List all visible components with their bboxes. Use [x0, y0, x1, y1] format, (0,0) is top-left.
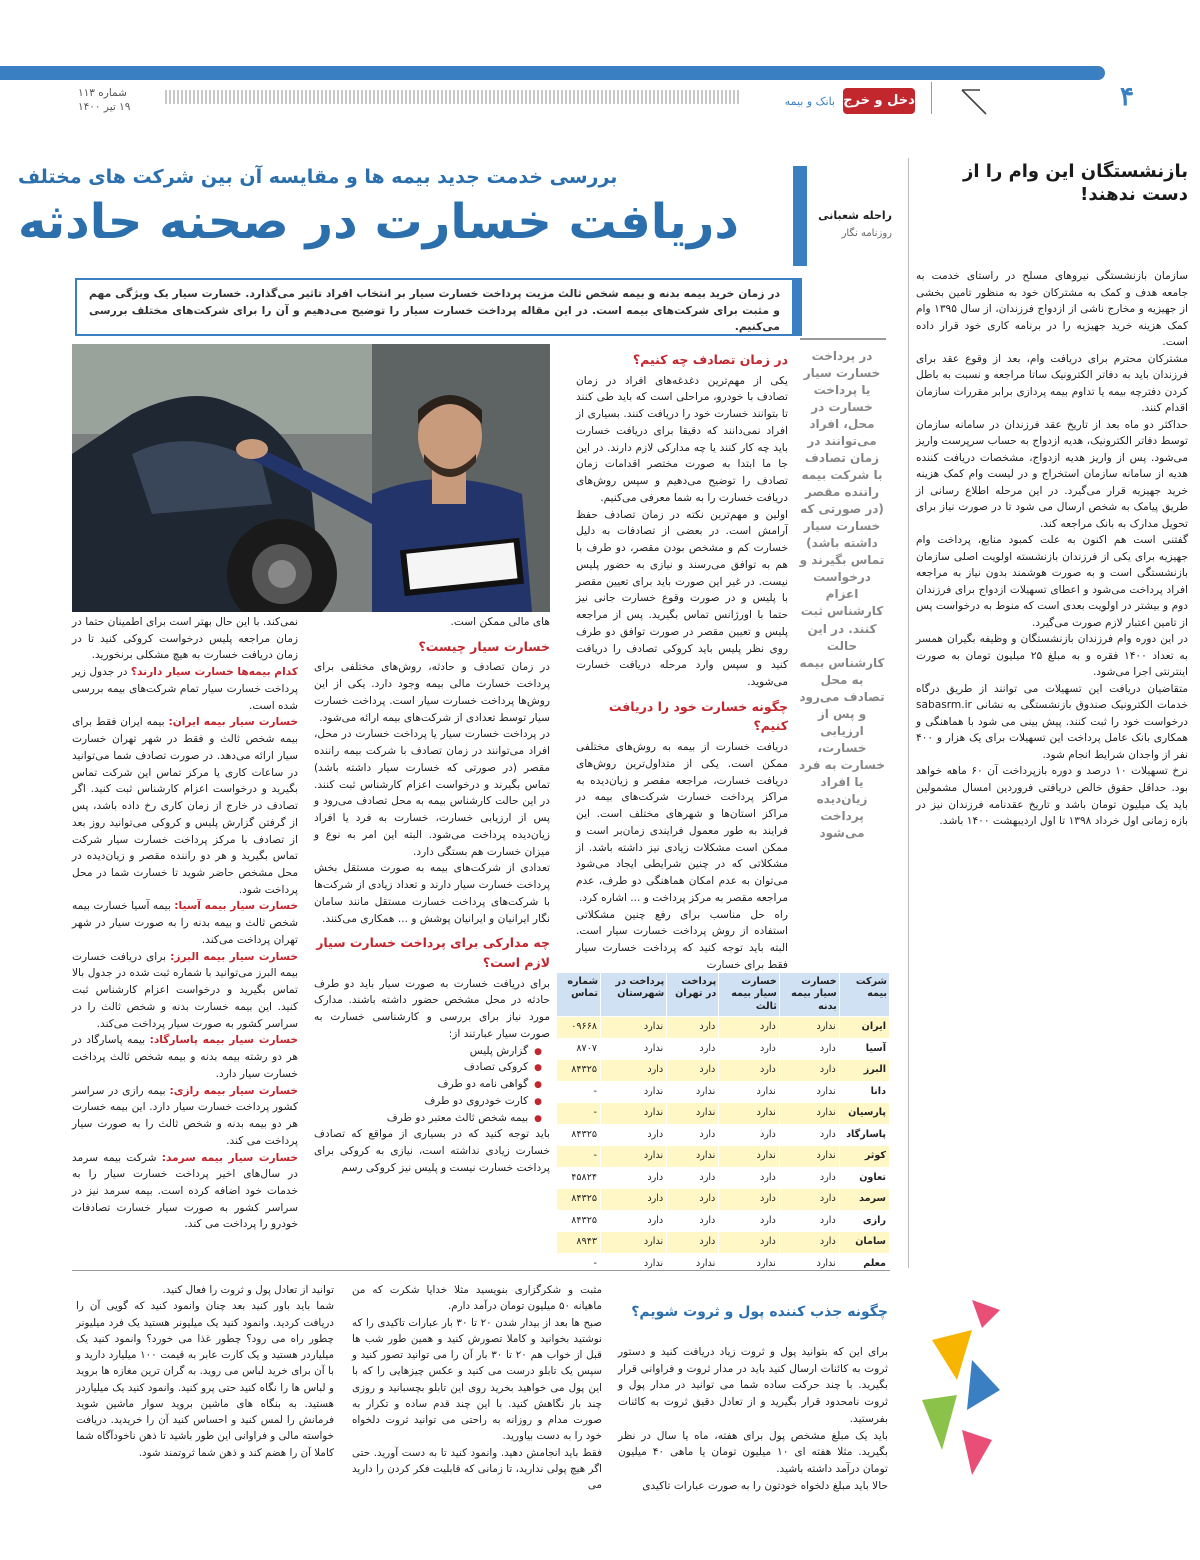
- paragraph: [72, 949, 298, 1033]
- table-cell: ندارد: [601, 1253, 667, 1275]
- table-header-cell: پرداخت در تهران: [667, 973, 719, 1017]
- table-cell: دارد: [719, 1210, 780, 1232]
- table-company-cell: معلم: [839, 1253, 889, 1275]
- paragraph: [72, 1083, 298, 1150]
- table-cell: ۴۵۸۲۴: [557, 1167, 601, 1189]
- section-heading: چه مدارکی برای پرداخت خسارت سیار لازم است؟: [316, 935, 550, 970]
- pull-quote: در پرداخت خسارت سیار یا پرداخت خسارت در محل، افراد می‌توانند در زمان تصادف با شرکت بیمه راننده مقصر (در صورتی که خسارت سیار داشته باشد) تماس بگیرند و درخواست اعزام کارشناس ثبت کنند. در این حالت کارشناس بیمه به محل تصادف می‌رود و پس از ارزیابی خسارت، خسارت به فرد یا افراد زیان‌دیده پرداخت می‌شود: [799, 349, 885, 840]
- table-company-cell: دانا: [839, 1081, 889, 1103]
- table-cell: ندارد: [719, 1081, 780, 1103]
- article-headline: دریافت خسارت در صحنه حادثه: [18, 194, 740, 250]
- article-column-3: [72, 614, 298, 1233]
- table-cell: ندارد: [601, 1017, 667, 1039]
- article-subheadline: بررسی خدمت جدید بیمه ها و مقایسه آن بین شرکت های مختلف: [18, 166, 618, 188]
- paragraph: توانید از تعادل پول و ثروت را فعال کنید.: [162, 1284, 334, 1296]
- decorative-triangles: [912, 1300, 1000, 1480]
- article-column-2: [314, 614, 550, 1177]
- paragraph: دریافت خسارت از بیمه به روش‌های مختلفی ممکن است. یکی از متداول‌ترین روش‌های دریافت خسارت، مراجعه مقصر و زیان‌دیده به مراکز پرداخت خسارت شرکت‌های بیمه در مراکز استان‌ها و شهرهای مختلف است. این فرایند به طور معمول فرایندی زمان‌بر است و ممکن است مشکلات زیادی نیز داشته باشد. از مشکلاتی که در چنین شرایطی ایجاد می‌شود می‌توان به عدم امکان هماهنگی دو طرف، عدم مراجعه مقصر به مرکز پرداخت و ... اشاره کرد.: [576, 741, 788, 904]
- paragraph: راه حل مناسب برای رفع چنین مشکلاتی استفاده از روش پرداخت خسارت سیار است. البته باید توجه کنید که پرداخت خسارت سیار فقط برای خسارت: [576, 908, 788, 971]
- table-cell: ندارد: [779, 1103, 839, 1125]
- table-cell: دارد: [667, 1017, 719, 1039]
- table-cell: دارد: [719, 1124, 780, 1146]
- table-cell: دارد: [779, 1189, 839, 1211]
- table-cell: ندارد: [779, 1146, 839, 1168]
- bottom-article-title: چگونه جذب کننده پول و ثروت شویم؟: [631, 1304, 888, 1320]
- article-column-1: [576, 344, 788, 973]
- corner-arrow-icon: [960, 88, 988, 116]
- page-number: ۴: [1120, 82, 1134, 112]
- table-company-cell: ایران: [839, 1017, 889, 1039]
- inline-text: بیمه رازی در سراسر کشور پرداخت خسارت سیار دارد. این بیمه خسارت هر دو بیمه بدنه و شخص ثالث را به صورت سیار پرداخت می کند.: [72, 1084, 298, 1147]
- paragraph: مثبت و شکرگزاری بنویسید مثلا خدایا شکرت که من ماهیانه ۵۰ میلیون تومان درآمد دارم.: [352, 1284, 602, 1313]
- table-cell: ندارد: [779, 1081, 839, 1103]
- table-cell: دارد: [719, 1060, 780, 1082]
- bottom-column-3: [76, 1282, 334, 1461]
- table-cell: دارد: [601, 1060, 667, 1082]
- issue-date: ۱۹ تیر ۱۴۰۰: [78, 101, 131, 114]
- paragraph: نمی‌کند. با این حال بهتر است برای اطمینان حتما در زمان مراجعه پلیس درخواست کروکی کنید تا در زمان دریافت خسارت به هیچ مشکلی برنخورید.: [72, 616, 298, 662]
- table-cell: دارد: [601, 1210, 667, 1232]
- table-cell: ۰۹۶۶۸: [557, 1017, 601, 1039]
- header-stripes: [165, 90, 740, 104]
- bottom-column-2: [352, 1282, 602, 1493]
- paragraph: صبح ها بعد از بیدار شدن ۲۰ تا ۳۰ بار عبارات تاکیدی را که نوشتید بخوانید و کاملا تصورش کنید و همین طور شب ها قبل از خواب هم ۲۰ تا ۳۰ بار آن را می توانید تصور کنید و سپس یک تابلو درست می کنید و عکس چیزهایی را که با این پول می خواهید بخرید روی این تابلو بچسبانید و روزی چند بار نگاهش کنید. با این چند قدم ساده و تکرار به صورت مدام و روزانه به راحتی می توانید ثروت دلخواه خود را به دست بیاورید.: [352, 1316, 602, 1443]
- inline-heading: خسارت سیار بیمه البرز:: [170, 950, 298, 963]
- table-cell: ندارد: [601, 1103, 667, 1125]
- table-cell: ۸۴۳۲۵: [557, 1189, 601, 1211]
- table-row: [557, 1017, 890, 1039]
- table-cell: دارد: [719, 1232, 780, 1254]
- paragraph: [72, 1150, 298, 1234]
- list-item: ● بیمه شخص ثالث معتبر دو طرف: [314, 1110, 542, 1127]
- paragraph: مشترکان محترم برای دریافت وام، بعد از وقوع عقد برای فرزندان باید به دفاتر الکترونیک ساتا مراجعه و نسبت به باطل کردن دفترچه بیمه یا تداوم بیمه پردازی برابر مقررات سازمان اقدام کنند.: [916, 352, 1188, 415]
- inline-heading: خسارت سیار بیمه آسیا:: [174, 900, 299, 913]
- table-cell: دارد: [667, 1060, 719, 1082]
- inline-text: بیمه آسیا خسارت بیمه شخص ثالث و بیمه بدنه را به صورت سیار در شهر تهران پرداخت می‌کند.: [72, 900, 298, 946]
- paragraph: یکی از مهم‌ترین دغدغه‌های افراد در زمان تصادف با خودرو، مراحلی است که باید طی کنند تا بتوانند خسارت خود را دریافت کنند. بسیاری از افراد نمی‌دانند که دقیقا برای دریافت خسارت باید چه کار کنند یا چه مدارکی لازم دارند. در این جا ما ابتدا به صورت مختصر اقدامات زمان تصادف را توضیح می‌دهیم و سپس روش‌های دریافت خسارت را به شما معرفی می‌کنیم.: [576, 374, 788, 504]
- table-cell: ۸۴۳۲۵: [557, 1060, 601, 1082]
- table-company-cell: البرز: [839, 1060, 889, 1082]
- paragraph: تعدادی از شرکت‌های بیمه به صورت مستقل بخش پرداخت خسارت سیار دارند و تعداد زیادی از شرکت‌ها با شرکت‌های پرداخت خسارت مستقل مانند سامان نگار ایرانیان و ایرانیان پوشش و ... همکاری می‌کنند.: [314, 862, 550, 925]
- inline-heading: خسارت سیار بیمه سرمد:: [161, 1151, 298, 1164]
- table-cell: دارد: [667, 1189, 719, 1211]
- paragraph: حالا باید مبلغ دلخواه خودتون را به صورت عبارات تاکیدی: [642, 1479, 888, 1492]
- table-cell: ندارد: [779, 1017, 839, 1039]
- table-cell: ۸۴۳۲۵: [557, 1210, 601, 1232]
- table-cell: دارد: [667, 1167, 719, 1189]
- table-company-cell: رازی: [839, 1210, 889, 1232]
- list-item: ● کارت خودروی دو طرف: [314, 1093, 542, 1110]
- table-row: [557, 1210, 890, 1232]
- table-body: [557, 1017, 890, 1275]
- inline-heading: خسارت سیار بیمه پاسارگاد:: [149, 1034, 298, 1047]
- article-lead: در زمان خرید بیمه بدنه و بیمه شخص ثالث مزیت پرداخت خسارت سیار بر انتخاب افراد تاثیر می‌گذارد. خسارت سیار یک ویژگی مهم و مثبت برای شرکت‌های بیمه است. در این مقاله پرداخت خسارت سیار را توضیح می‌دهیم و آن را برای شرکت‌های مختلف بررسی می‌کنیم.: [75, 278, 802, 336]
- table-cell: ندارد: [601, 1146, 667, 1168]
- table-row: [557, 1103, 890, 1125]
- table-cell: -: [557, 1081, 601, 1103]
- table-cell: ندارد: [667, 1103, 719, 1125]
- table-row: [557, 1189, 890, 1211]
- table-row: [557, 1081, 890, 1103]
- header-divider: [931, 82, 932, 114]
- section-heading: چگونه خسارت خود را دریافت کنیم؟: [608, 698, 788, 734]
- headline-accent-bar: [793, 166, 807, 266]
- table-row: [557, 1124, 890, 1146]
- table-row: [557, 1060, 890, 1082]
- paragraph: شما باید باور کنید بعد چنان وانمود کنید که گویی آن را دریافت کردید. وانمود کنید یک میلیونر هستید یک فرد میلیونر چطور راه می رود؟ چطور غذا می خورد؟ وانمود کنید یک میلیاردر هستید و یک کارت عابر به قیمت ۱۰۰ میلیارد دارید و با آن برای خرید لباس می روید. به گران ترین مغازه ها بروید و لباس ها را نگاه کنید حتی پرو کنید. وانمود کنید یک میلیاردر هستید. به بنگاه های ماشین بروید سوار ماشین شوید فرمانش را لمس کنید و احساس کنید آن را خریدید. دریافت خواسته مالی و فراوانی این طور باشید تا ذهن ناخودآگاه شما کاملا آن را هضم کند و ذهن شما ثروتمند شود.: [76, 1300, 334, 1459]
- paragraph: متقاضیان دریافت این تسهیلات می توانند از طریق درگاه خدمات الکترونیک صندوق بازنشستگی به نشانی sabasrm.ir درخواست خود را ثبت کنند. پیش بینی می شود با هماهنگی و همکاری بانک عامل پرداخت این تسهیلات برای یک هزار و ۴۰۰ نفر از واجدان شرایط انجام شود.: [916, 682, 1188, 761]
- table-cell: ۸۴۳۲۵: [557, 1124, 601, 1146]
- table-cell: دارد: [779, 1210, 839, 1232]
- inline-text: شرکت بیمه سرمد در سال‌های اخیر پرداخت خسارت سیار را به خدمات خود اضافه کرده است. بیمه سرمد نیز در سراسر کشور به صورت سیار خسارت تصادفات خودرو را پرداخت می کند.: [72, 1151, 298, 1231]
- paragraph: در پرداخت خسارت سیار یا پرداخت خسارت در محل، افراد می‌توانند در زمان تصادف با شرکت بیمه راننده مقصر (در صورتی که خسارت سیار داشته باشد) تماس بگیرند و درخواست اعزام کارشناس ثبت کنند. در این حالت کارشناس بیمه به محل تصادف می‌رود و پس از ارزیابی خسارت، خسارت به فرد یا افراد زیان‌دیده پرداخت می‌شود. البته این امر به نوع و میزان خسارت هم بستگی دارد.: [314, 728, 550, 858]
- table-company-cell: پاسارگاد: [839, 1124, 889, 1146]
- inline-heading: خسارت سیار بیمه ایران:: [168, 716, 298, 729]
- table-cell: دارد: [779, 1124, 839, 1146]
- table-cell: ۸۹۴۳: [557, 1232, 601, 1254]
- paragraph: در زمان تصادف و حادثه، روش‌های مختلفی برای پرداخت خسارت مالی بیمه وجود دارد. یکی از این روش‌ها پرداخت خسارت سیار است. پرداخت خسارت سیار توسط تعدادی از شرکت‌های بیمه ارائه می‌شود.: [314, 661, 550, 724]
- side-column-divider: [908, 158, 909, 1268]
- table-cell: دارد: [779, 1167, 839, 1189]
- inline-text: بیمه پاسارگاد در هر دو رشته بیمه بدنه و بیمه شخص ثالث پرداخت خسارت سیار دارد.: [72, 1034, 298, 1080]
- issue-info: [78, 86, 148, 114]
- paragraph: فقط باید انجامش دهید. وانمود کنید تا به دست آورید. حتی اگر هیچ پولی ندارید، تا زمانی که قابلیت فکر کردن را دارید می: [352, 1446, 602, 1492]
- table-header-row: [557, 973, 890, 1017]
- table-cell: ندارد: [667, 1081, 719, 1103]
- list-item: ● کروکی تصادف: [314, 1059, 542, 1076]
- table-header-cell: خسارت سیار بیمه بدنه: [779, 973, 839, 1017]
- table-row: [557, 1038, 890, 1060]
- inline-text: در جدول زیر پرداخت خسارت سیار تمام شرکت‌های بیمه بررسی شده است.: [72, 666, 298, 712]
- paragraph: [72, 1032, 298, 1082]
- paragraph: باید یک مبلغ مشخص پول برای هفته، ماه یا سال در نظر بگیرید. مثلا هفته ای ۱۰ میلیون تومان یا ماهی ۴۰ میلیون تومان درآمد داشته باشید.: [618, 1429, 888, 1476]
- paragraph: اولین و مهم‌ترین نکته در زمان تصادف حفظ آرامش است. در بعضی از تصادفات به دلیل خسارت کم و مشخص بودن مقصر، دو طرف با هم به توافق می‌رسند و نیازی به حضور پلیس نیست. در غیر این صورت باید برای تعیین مقصر با پلیس و در صورت وقوع خسارت جانی نیز حتما با اورژانس تماس بگیرید. پس از مراجعه پلیس و تعیین مقصر در صورت توافق دو طرف روی نظر پلیس باید کروکی تصادف را دریافت کنید و سپس وارد مرحله دریافت خسارت می‌شوید.: [576, 508, 788, 688]
- author-name: راحله شعبانی: [818, 209, 892, 222]
- table-cell: ندارد: [601, 1232, 667, 1254]
- table-cell: ندارد: [719, 1103, 780, 1125]
- table-cell: ندارد: [667, 1253, 719, 1275]
- table-header-cell: پرداخت در شهرستان: [601, 973, 667, 1017]
- table-cell: -: [557, 1103, 601, 1125]
- table-cell: دارد: [719, 1038, 780, 1060]
- magazine-logo: دخل و خرج: [843, 88, 915, 114]
- table-cell: دارد: [601, 1124, 667, 1146]
- insurance-comparison-table: [556, 972, 890, 1275]
- table-header-cell: شرکت بیمه: [839, 973, 889, 1017]
- table-company-cell: کوثر: [839, 1146, 889, 1168]
- table-cell: دارد: [667, 1232, 719, 1254]
- table-company-cell: تعاون: [839, 1167, 889, 1189]
- paragraph: [72, 664, 298, 714]
- paragraph: نرخ تسهیلات ۱۰ درصد و دوره بازپرداخت آن ۶۰ ماهه خواهد بود. حداقل حقوق خالص دریافتی فروردین امسال مشمولین باید یک میلیون تومان باشد و تاریخ عقدنامه فرزندان نیز در بازه زمانی اول خرداد ۱۳۹۸ تا اول اردیبهشت ۱۴۰۰ باشد.: [916, 765, 1189, 828]
- section-heading: در زمان تصادف چه کنیم؟: [632, 352, 788, 367]
- list-item: ● گزارش پلیس: [314, 1043, 542, 1060]
- side-article-title: بازنشستگان این وام را از دست ندهند!: [962, 161, 1188, 206]
- section-label: بانک و بیمه: [784, 95, 835, 108]
- pull-quote-rule: [800, 338, 886, 340]
- table-cell: -: [557, 1253, 601, 1275]
- table-cell: دارد: [779, 1038, 839, 1060]
- author-role: روزنامه نگار: [841, 228, 892, 239]
- inline-heading: کدام بیمه‌ها خسارت سیار دارند؟: [130, 666, 298, 679]
- table-cell: دارد: [719, 1017, 780, 1039]
- table-cell: دارد: [667, 1038, 719, 1060]
- inline-text: برای دریافت خسارت بیمه البرز می‌توانید با شماره ثبت شده در جدول بالا تماس بگیرید و درخواست اعزام کارشناس ثبت کنید. این بیمه خسارت بدنه و شخص ثالث را در سراسر کشور به صورت سیار پرداخت می‌کند.: [72, 950, 298, 1030]
- table-company-cell: سرمد: [839, 1189, 889, 1211]
- paragraph: در این دوره وام فرزندان بازنشستگان و وظیفه بگیران همسر به تعداد ۱۴۰۰ فقره و به مبلغ ۲۵ میلیون تومان به صورت اینترنتی اجرا می‌شود.: [916, 633, 1188, 679]
- table-cell: دارد: [601, 1167, 667, 1189]
- paragraph: [72, 898, 298, 948]
- bottom-section-divider: [72, 1270, 890, 1271]
- bottom-column-1: [618, 1344, 888, 1495]
- table-cell: -: [557, 1146, 601, 1168]
- paragraph: های مالی ممکن است.: [450, 616, 550, 628]
- table-company-cell: پارسیان: [839, 1103, 889, 1125]
- table-cell: ندارد: [719, 1146, 780, 1168]
- inline-text: بیمه ایران فقط برای بیمه شخص ثالث و فقط در شهر تهران خسارت سیار ارائه می‌دهد. در صورت تصادف شما می‌توانید در ساعات کاری یا مرکز تماس این شرکت تماس بگیرید و درخواست اعزام کارشناس ثبت کنید. اگر تصادف در خارج از زمان کاری رخ داده باشد، پس از گرفتن گزارش پلیس و کروکی می‌توانید روز بعد از تصادف با مرکز پرداخت خسارت سیار شرکت تماس بگیرید و هر دو راننده مقصر و زیان‌دیده در محل مشخص حاضر شوید تا خسارت شما در محل پرداخت شود.: [72, 716, 298, 896]
- table-company-cell: آسیا: [839, 1038, 889, 1060]
- paragraph: سازمان بازنشستگی نیروهای مسلح در راستای خدمت به جامعه هدف و کمک به مشترکان خود به منظور تامین بخشی از جهیزیه و مخارج ناشی از ازدواج فرزندان، از سال ۱۳۹۵ وام کمک هزینه خرید جهیزیه را در برنامه کاری خود قرار داده است.: [916, 270, 1188, 349]
- paragraph: برای دریافت خسارت به صورت سیار باید دو طرف حادثه در محل مشخص حضور داشته باشند. مدارک مورد نیاز برای بررسی و کارشناسی خسارت به صورت سیار عبارتند از:: [314, 977, 550, 1040]
- table-cell: ندارد: [667, 1146, 719, 1168]
- table-header-cell: خسارت سیار بیمه ثالث: [719, 973, 780, 1017]
- table-cell: دارد: [719, 1167, 780, 1189]
- paragraph: برای این که بتوانید پول و ثروت زیاد دریافت کنید و دستور ثروت به کائنات ارسال کنید باید در مدار ثروت و فراوانی قرار بگیرید. با چند حرکت ساده شما می توانید در مدار پول و ثروت نامحدود قرار بگیرید و از تعادل دقیق ثروت به کائنات بفرستید.: [618, 1346, 888, 1425]
- table-cell: ندارد: [601, 1081, 667, 1103]
- issue-number: شماره ۱۱۳: [78, 87, 127, 99]
- paragraph: حداکثر دو ماه بعد از تاریخ عقد فرزندان در سامانه سازمان توسط دفاتر الکترونیک، هدیه ازدواج به حساب سرپرست واریز می‌شود. پس از واریز هدیه ازدواج، مشخصات دریافت کننده هدیه از سامانه سازمان استخراج و در لیست وام کمک هزینه خرید جهیزیه قرار می‌گیرد. در این مرحله اطلاع رسانی از طریق پیامک به شخص ارسال می شود تا در صورت نیاز برای تحویل مدارک به بانک مراجعه کند.: [916, 418, 1188, 530]
- header-bar: [0, 66, 1105, 80]
- table-row: [557, 1253, 890, 1275]
- section-heading: خسارت سیار چیست؟: [418, 638, 550, 654]
- table-cell: دارد: [719, 1189, 780, 1211]
- table-cell: ندارد: [779, 1253, 839, 1275]
- table-cell: دارد: [779, 1232, 839, 1254]
- paragraph: گفتنی است هم اکنون به علت کمبود منابع، پرداخت وام جهیزیه برای یکی از فرزندان بازنشسته اولویت اصلی سازمان بازنشستگی است و به صورت هوشمند بدون نیاز به مراجعه افراد پرداخت می‌شود و اعطای تسهیلات ازدواج برای فرزندان دوم و بیشتر در اولویت بعدی است که منوط به درخواست پس از تامین اعتبار لازم صورت می‌گیرد.: [916, 534, 1188, 629]
- table-cell: ندارد: [719, 1253, 780, 1275]
- table-header-cell: شماره تماس: [557, 973, 601, 1017]
- side-article-body: [916, 268, 1188, 830]
- table-cell: دارد: [601, 1189, 667, 1211]
- table-row: [557, 1232, 890, 1254]
- table-cell: دارد: [667, 1210, 719, 1232]
- paragraph: باید توجه کنید که در بسیاری از مواقع که تصادف خسارت زیادی نداشته است، نیازی به کروکی برای پرداخت خسارت نیست و پلیس نیز کروکی رسم: [314, 1128, 550, 1174]
- table-cell: دارد: [667, 1124, 719, 1146]
- documents-list: [314, 1043, 550, 1127]
- table-cell: ۸۷۰۷: [557, 1038, 601, 1060]
- table-cell: دارد: [779, 1060, 839, 1082]
- paragraph: [72, 714, 298, 898]
- article-photo: [72, 344, 550, 612]
- table-row: [557, 1167, 890, 1189]
- table-row: [557, 1146, 890, 1168]
- table-company-cell: سامان: [839, 1232, 889, 1254]
- list-item: ● گواهی نامه دو طرف: [314, 1076, 542, 1093]
- table-cell: ندارد: [601, 1038, 667, 1060]
- inline-heading: خسارت سیار بیمه رازی:: [169, 1084, 298, 1097]
